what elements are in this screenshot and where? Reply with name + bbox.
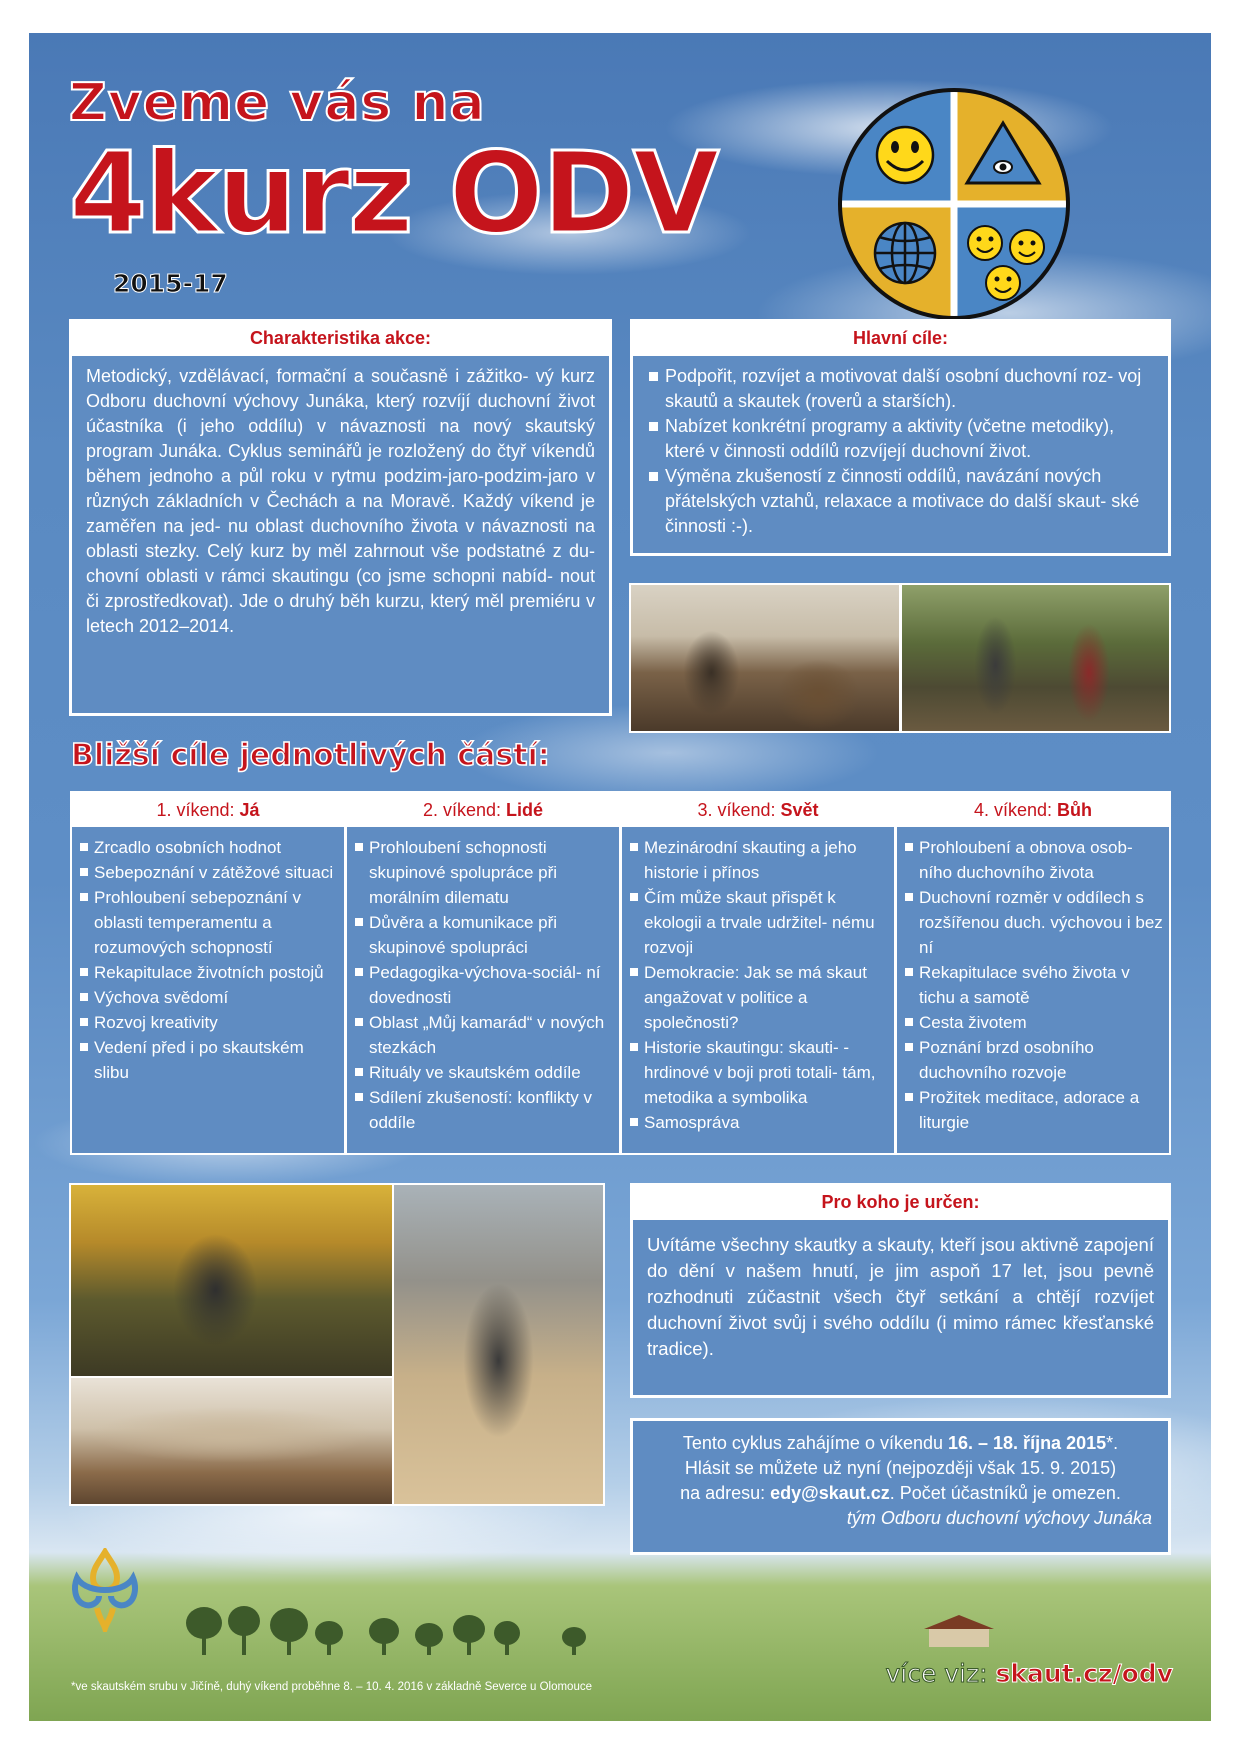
weekend-item: Demokracie: Jak se má skaut angažovat v politice a společnosti? <box>628 960 888 1035</box>
weekend-column-4 <box>897 793 1169 1153</box>
weekend-item: Prohloubení a obnova osob- ního duchovního života <box>903 835 1163 885</box>
weekend-item: Důvěra a komunikace při skupinové spolupráci <box>353 910 613 960</box>
audience-heading: Pro koho je určen: <box>633 1186 1168 1220</box>
start-date-line: Tento cyklus zahájíme o víkendu 16. – 18. října 2015*. <box>682 1433 1119 1453</box>
audience-text: Uvítáme všechny skautky a skauty, kteří jsou aktivně zapojení do dění v našem hnutí, je jim aspoň 17 let, jsou pevně rozhodnuti zúčastnit všech čtyř setkání a chtějí rozvíjet duchovní život svůj i svého oddílu (i mimo rámec křesťanské tradice). <box>647 1234 1154 1359</box>
weekend-item: Rituály ve skautském oddíle <box>353 1060 613 1085</box>
poster <box>29 33 1211 1721</box>
weekend-heading: 1. víkend: Já <box>72 793 344 827</box>
globe-icon <box>875 223 935 283</box>
photo-group-indoor <box>69 1376 394 1506</box>
weekend-item: Historie skautingu: skauti- -hrdinové v boji proti totali- tám, metodika a symbolika <box>628 1035 888 1110</box>
start-info-box <box>630 1418 1171 1555</box>
weekend-item: Čím může skaut přispět k ekologii a trvale udržitel- nému rozvoji <box>628 885 888 960</box>
weekend-item: Rozvoj kreativity <box>78 1010 338 1035</box>
logo-quadrant-blue-br <box>954 204 1073 323</box>
weekend-item: Rekapitulace svého života v tichu a samotě <box>903 960 1163 1010</box>
weekend-heading: 3. víkend: Svět <box>622 793 894 827</box>
email-link[interactable]: edy@skaut.cz <box>770 1483 890 1503</box>
characteristics-text: Metodický, vzdělávací, formační a současně i zážitko- vý kurz Odboru duchovní výchovy Junáka, který rozvíjí duchovní život účastníka (i jeho oddílu) v návaznosti na nový skautský program Junáka. Cyklus seminářů je rozložený do čtyř víkendů během jednoho a půl roku v rytmu podzim-jaro-podzim-jaro v různých základních v Čechách a na Moravě. Každý víkend je zaměřen na jed- nu oblast duchovního života v návaznosti na oblasti stezky. Celý kurz by měl zahrnout vše podstatné z du- chovní oblasti v rámci skautingu (co jsme schopni nabíd- nout či zprostředkovat). Jde o druhý běh kurzu, který měl premiéru v letech 2012–2014. <box>86 366 595 636</box>
photo-indoor-seminar <box>629 583 901 733</box>
weekend-item: Prohloubení sebepoznání v oblasti temperamentu a rozumových schopností <box>78 885 338 960</box>
weekend-item: Mezinárodní skauting a jeho historie i přínos <box>628 835 888 885</box>
smiley-icon <box>877 127 933 183</box>
photo-autumn-forest <box>69 1183 394 1378</box>
weekend-heading: 4. víkend: Bůh <box>897 793 1169 827</box>
start-date: 16. – 18. října 2015 <box>948 1433 1107 1453</box>
footnote: *ve skautském srubu v Jičíně, duhý víkend proběhne 8. – 10. 4. 2016 v základně Severce u Olomouce <box>71 1681 592 1693</box>
title-line1: Zveme vás na <box>69 73 486 133</box>
weekend-item: Výchova svědomí <box>78 985 338 1010</box>
photo-forest-activity <box>900 583 1171 733</box>
photo-sand-exercise <box>392 1183 605 1506</box>
main-goal-item: Podpořit, rozvíjet a motivovat další osobní duchovní roz- voj skautů a skautek (roverů a starších). <box>647 364 1154 414</box>
weekend-item: Poznání brzd osobního duchovního rozvoje <box>903 1035 1163 1085</box>
more-info: více viz: skaut.cz/odv <box>885 1659 1173 1688</box>
main-goals-box <box>630 319 1171 556</box>
weekend-item: Sebepoznání v zátěžové situaci <box>78 860 338 885</box>
weekend-column-1 <box>72 793 344 1153</box>
weekend-item: Rekapitulace životních postojů <box>78 960 338 985</box>
odv-logo <box>835 85 1073 323</box>
landscape-trees <box>29 1593 1211 1663</box>
section-title: Bližší cíle jednotlivých částí: <box>71 738 550 773</box>
weekend-item: Prožitek meditace, adorace a liturgie <box>903 1085 1163 1135</box>
years-label: 2015-17 <box>113 269 228 298</box>
main-goal-item: Nabízet konkrétní programy a aktivity (včetne metodiky), které v činnosti oddílů rozvíjejí duchovní život. <box>647 414 1154 464</box>
main-goals-list <box>647 364 1154 539</box>
weekend-heading: 2. víkend: Lidé <box>347 793 619 827</box>
audience-box <box>630 1183 1171 1398</box>
weekend-item: Sdílení zkušeností: konflikty v oddíle <box>353 1085 613 1135</box>
main-goal-item: Výměna zkušeností z činnosti oddílů, navázání nových přátelských vztahů, relaxace a motivace do další skaut- ské činnosti :-). <box>647 464 1154 539</box>
weekend-column-3 <box>622 793 894 1153</box>
weekend-item: Prohloubení schopnosti skupinové spolupráce při morálním dilematu <box>353 835 613 910</box>
contact-line: na adresu: edy@skaut.cz. Počet účastníků je omezen. <box>680 1483 1121 1503</box>
weekends-table <box>70 791 1171 1155</box>
weekend-item: Duchovní rozměr v oddílech s rozšířenou duch. výchovou i bez ní <box>903 885 1163 960</box>
weekend-item: Oblast „Můj kamarád“ v nových stezkách <box>353 1010 613 1060</box>
website-link[interactable]: skaut.cz/odv <box>995 1659 1173 1688</box>
main-goals-heading: Hlavní cíle: <box>633 322 1168 356</box>
registration-deadline: Hlásit se můžete už nyní (nejpozději však 15. 9. 2015) <box>684 1458 1117 1478</box>
weekend-item: Samospráva <box>628 1110 888 1135</box>
title-line2: 4kurz ODV <box>69 129 718 259</box>
weekend-item: Zrcadlo osobních hodnot <box>78 835 338 860</box>
weekend-item: Vedení před i po skautském slibu <box>78 1035 338 1085</box>
signature: tým Odboru duchovní výchovy Junáka <box>846 1508 1152 1528</box>
characteristics-heading: Charakteristika akce: <box>72 322 609 356</box>
farmhouse-icon <box>924 1615 994 1647</box>
characteristics-box <box>69 319 612 716</box>
weekend-item: Pedagogika-výchova-sociál- ní dovednosti <box>353 960 613 1010</box>
weekend-item: Cesta životem <box>903 1010 1163 1035</box>
weekend-column-2 <box>347 793 619 1153</box>
